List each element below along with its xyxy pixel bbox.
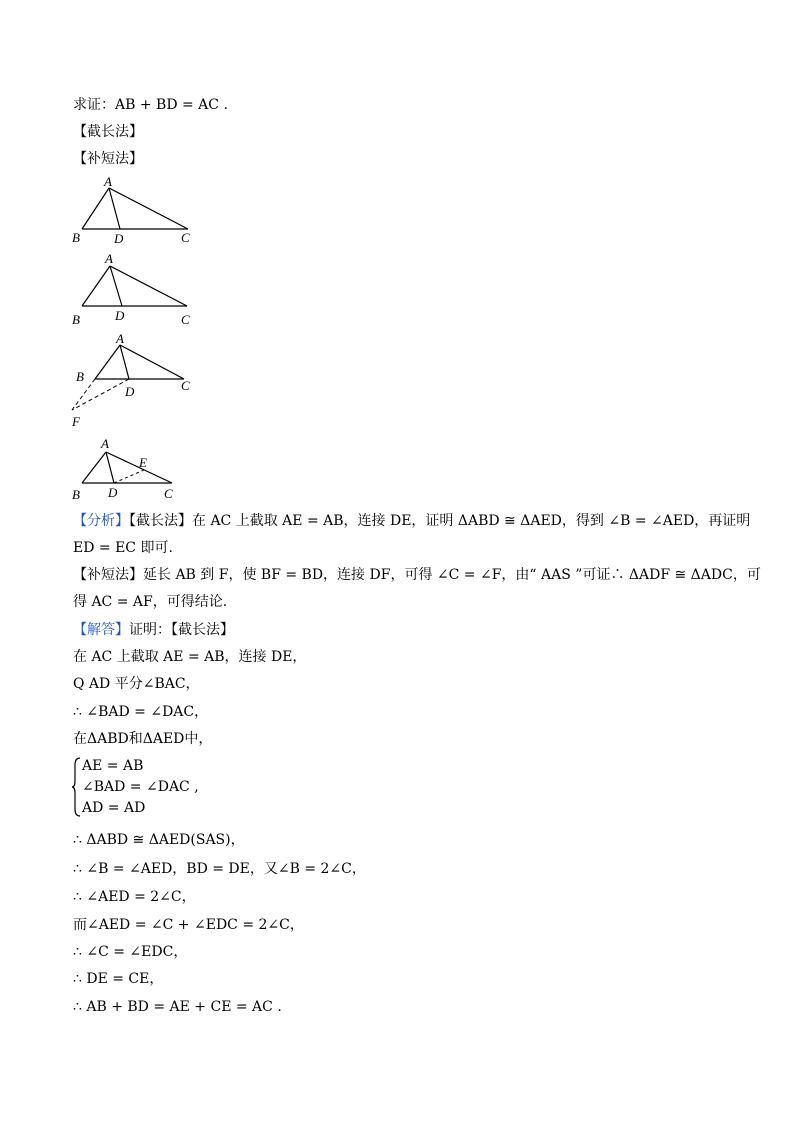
answer-intro: 证明：【截长法】 (129, 622, 234, 638)
label-f: F (72, 414, 80, 429)
solution-step-7: ∴ ∠AED = 2∠C， (73, 889, 196, 905)
method1-heading: 【截长法】 (73, 124, 143, 140)
solution-step-10: ∴ DE = CE， (73, 971, 164, 987)
method2-heading: 【补短法】 (73, 151, 143, 167)
solution-step-2: Q AD 平分∠BAC， (73, 676, 200, 692)
triangle-figure-3 (60, 330, 210, 430)
label-c: C (181, 378, 190, 393)
left-brace (72, 757, 82, 817)
triangle-figure-4 (60, 433, 210, 505)
label-a: A (116, 331, 124, 346)
analysis-line-3: 【补短法】延长 AB 到 F，使 BF = BD，连接 DF，可得 ∠C = ∠F，由“ AAS ”可证∴ ΔADF ≅ ΔADC，可 (73, 567, 761, 583)
label-d: D (115, 308, 125, 323)
triangle-figure-2 (60, 250, 210, 330)
analysis-line-4: 得 AC = AF，可得结论. (73, 594, 228, 610)
label-a: A (104, 174, 112, 189)
label-d: D (108, 485, 118, 500)
label-b: B (72, 312, 80, 327)
analysis-tag: 【分析】 (73, 513, 129, 529)
system-line-3: AD = AD (82, 800, 146, 816)
analysis-line-1 (73, 512, 750, 530)
solution-step-11: ∴ AB + BD = AE + CE = AC . (73, 999, 282, 1015)
label-c: C (164, 486, 173, 501)
analysis-line-2: ED = EC 即可. (73, 540, 173, 556)
solution-step-1: 在 AC 上截取 AE = AB，连接 DE， (73, 649, 307, 665)
system-line-2: ∠BAD = ∠DAC , (82, 779, 199, 795)
triangle-figure-1 (60, 172, 210, 250)
solution-step-4: 在ΔABD和ΔAED中， (73, 731, 213, 747)
system-line-1: AE = AB (82, 758, 144, 774)
analysis-method1: 【截长法】在 AC 上截取 AE = AB，连接 DE，证明 ΔABD ≅ ΔAED，得到 ∠B = ∠AED，再证明 (129, 513, 751, 529)
solution-step-3: ∴ ∠BAD = ∠DAC， (73, 704, 209, 720)
label-d: D (125, 384, 135, 399)
solution-step-8: 而∠AED = ∠C + ∠EDC = 2∠C， (73, 917, 304, 933)
label-c: C (181, 230, 190, 245)
label-b: B (72, 487, 80, 502)
equation-system (82, 756, 199, 819)
answer-heading (73, 621, 234, 639)
label-e: E (139, 455, 147, 470)
solution-step-9: ∴ ∠C = ∠EDC， (73, 944, 188, 960)
prove-statement: 求证：AB + BD = AC . (73, 97, 228, 113)
label-a: A (105, 251, 113, 266)
answer-tag: 【解答】 (73, 622, 129, 638)
label-b: B (76, 369, 84, 384)
label-d: D (114, 231, 124, 246)
solution-step-6: ∴ ∠B = ∠AED，BD = DE，又∠B = 2∠C， (73, 861, 366, 877)
solution-step-5: ∴ ΔABD ≅ ΔAED(SAS)， (73, 832, 245, 848)
label-b: B (72, 230, 80, 245)
label-a: A (101, 436, 109, 451)
label-c: C (181, 312, 190, 327)
